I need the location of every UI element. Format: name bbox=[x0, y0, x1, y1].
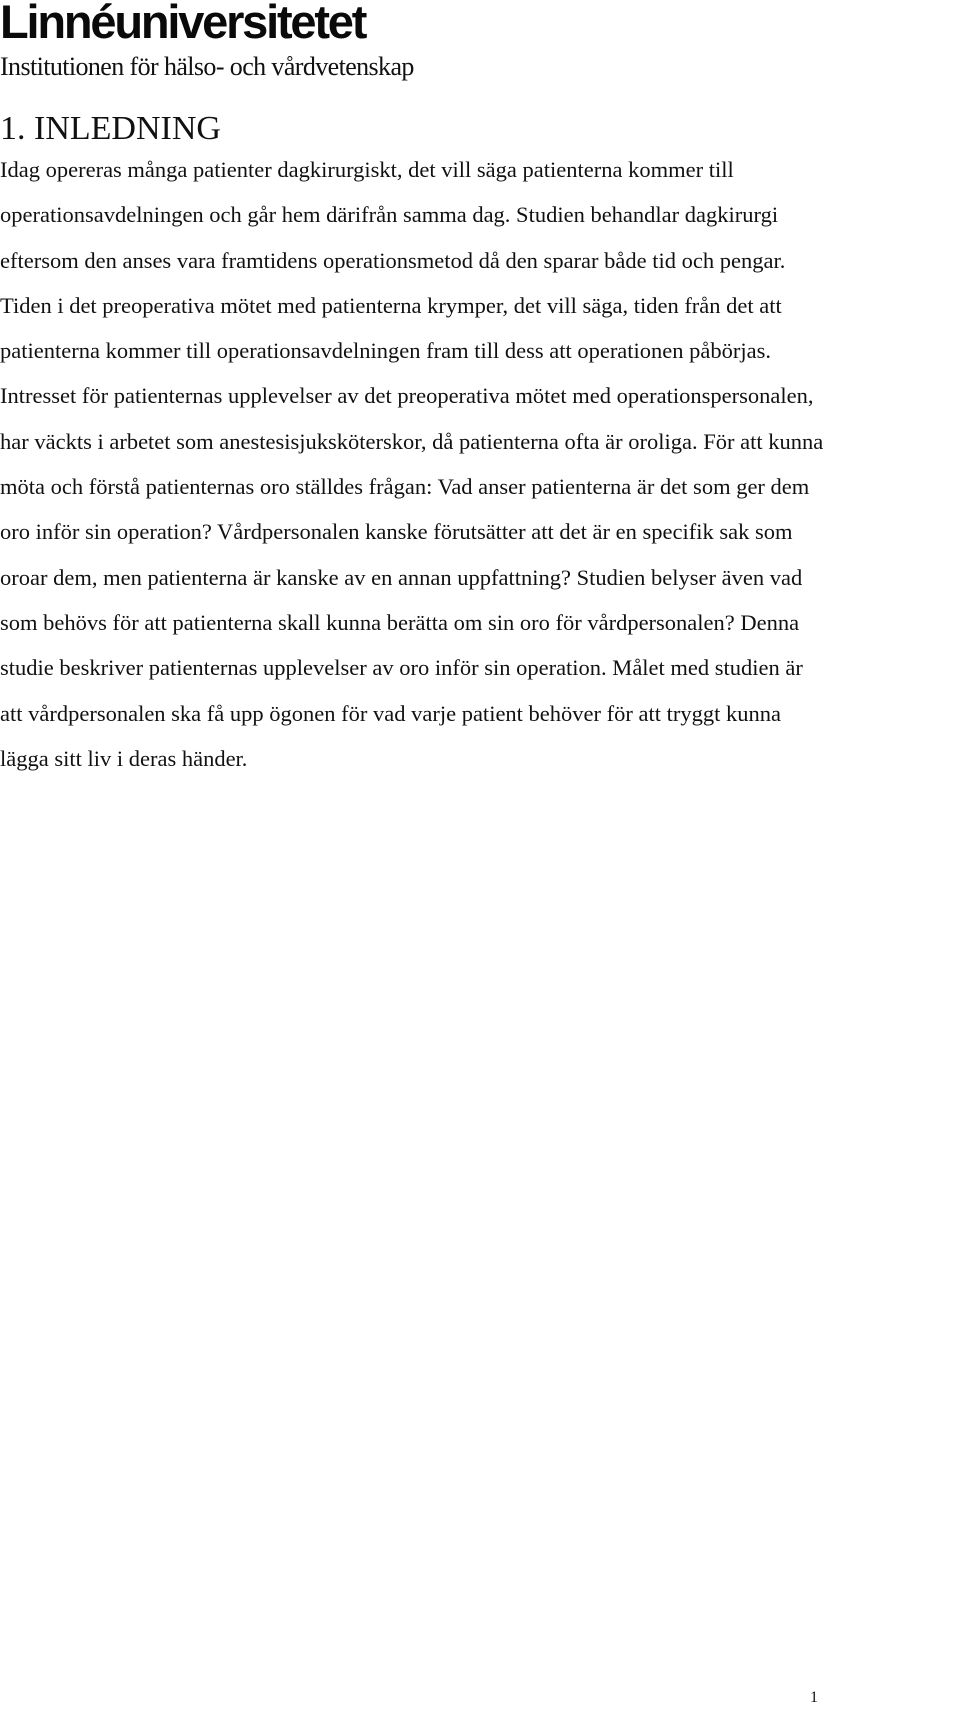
body-paragraph bbox=[0, 147, 960, 781]
paragraph-line: oro inför sin operation? Vårdpersonalen kanske förutsätter att det är en specifik sak som bbox=[0, 519, 793, 545]
paragraph-line: operationsavdelningen och går hem därifrån samma dag. Studien behandlar dagkirurgi bbox=[0, 202, 779, 228]
paragraph-line: oroar dem, men patienterna är kanske av en annan uppfattning? Studien belyser även vad bbox=[0, 564, 803, 590]
paragraph-line: som behövs för att patienterna skall kunna berätta om sin oro för vårdpersonalen? Denna bbox=[0, 609, 800, 635]
section-heading: 1. INLEDNING bbox=[0, 110, 221, 147]
paragraph-line: patienterna kommer till operationsavdelningen fram till dess att operationen påbörjas. bbox=[0, 338, 772, 364]
paragraph-line: möta och förstå patienternas oro ställdes frågan: Vad anser patienterna är det som ger dem bbox=[0, 474, 810, 500]
paragraph-line: lägga sitt liv i deras händer. bbox=[0, 745, 248, 771]
paragraph-line: Tiden i det preoperativa mötet med patienterna krymper, det vill säga, tiden från det att bbox=[0, 292, 782, 318]
paragraph-line: Intresset för patienternas upplevelser av det preoperativa mötet med operationspersonalen, bbox=[0, 383, 814, 409]
department-name: Institutionen för hälso- och vårdvetenskap bbox=[0, 52, 414, 81]
paragraph-line: att vårdpersonalen ska få upp ögonen för vad varje patient behöver för att tryggt kunna bbox=[0, 700, 781, 726]
paragraph-line: har väckts i arbetet som anestesisjuksköterskor, då patienterna ofta är oroliga. För att kunna bbox=[0, 428, 824, 454]
paragraph-line: eftersom den anses vara framtidens operationsmetod då den sparar både tid och pengar. bbox=[0, 247, 786, 273]
university-logo-wordmark: Linnéuniversitetet bbox=[0, 0, 366, 48]
page-number: 1 bbox=[810, 1689, 818, 1706]
paragraph-line: Idag opereras många patienter dagkirurgiskt, det vill säga patienterna kommer till bbox=[0, 157, 734, 182]
paragraph-line: studie beskriver patienternas upplevelser av oro inför sin operation. Målet med studien är bbox=[0, 655, 803, 681]
